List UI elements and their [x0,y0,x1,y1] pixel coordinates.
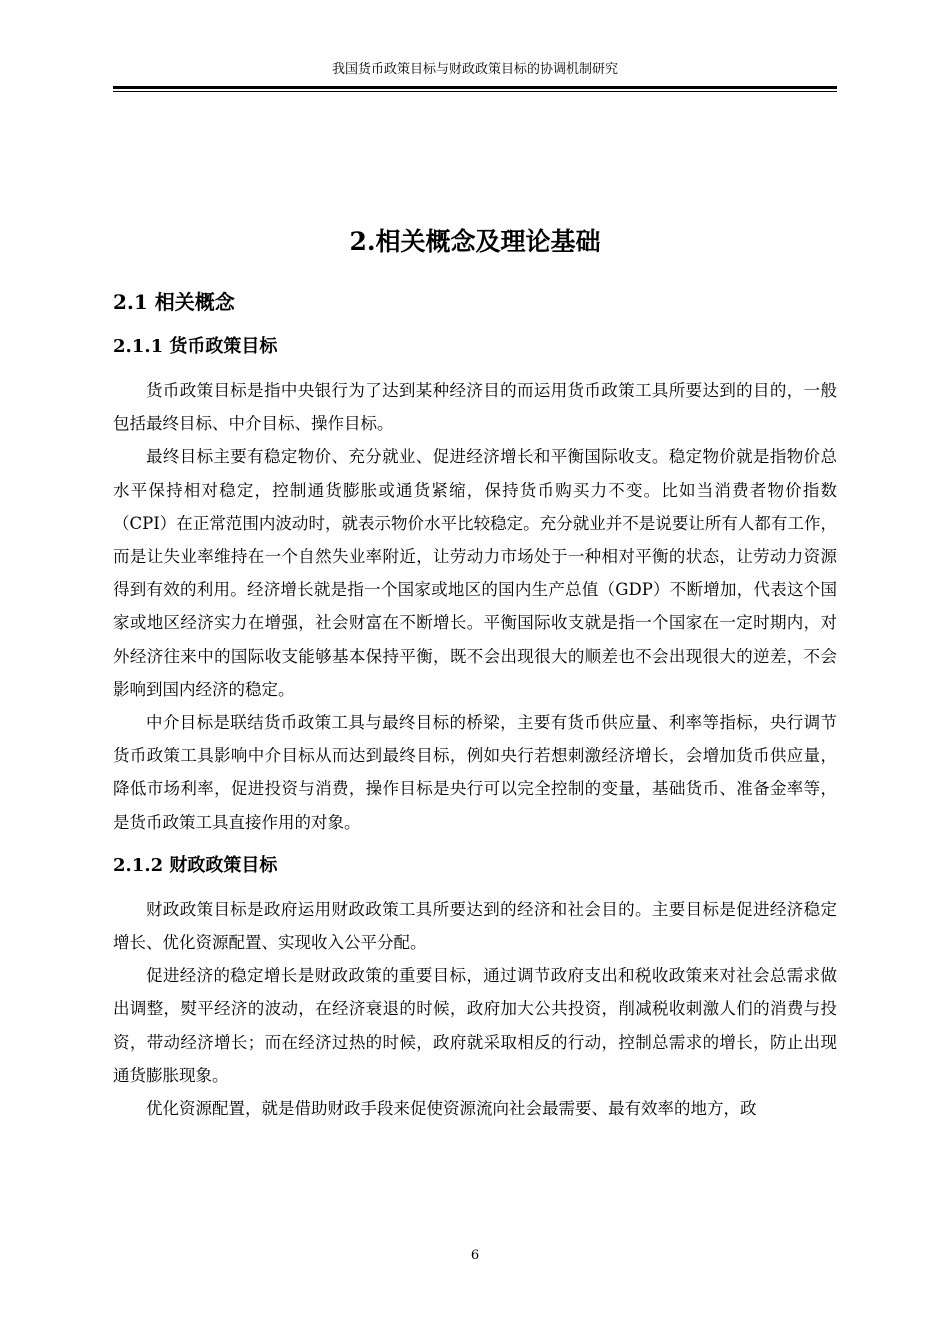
running-header: 我国货币政策目标与财政政策目标的协调机制研究 [331,62,618,77]
subsection-title-fiscal: 2.1.2 财政政策目标 [113,854,278,876]
paragraph: 促进经济的稳定增长是财政政策的重要目标，通过调节政府支出和税收政策来对社会总需求做出调整，熨平经济的波动，在经济衰退的时候，政府加大公共投资，削减税收刺激人们的消费与投资，带动经济增长；而在经济过热的时候，政府就采取相反的行动，控制总需求的增长，防止出现通货膨胀现象。 [113,966,837,1085]
paragraph: 中介目标是联结货币政策工具与最终目标的桥梁，主要有货币供应量、利率等指标，央行调节货币政策工具影响中介目标从而达到最终目标，例如央行若想刺激经济增长，会增加货币供应量，降低市场利率，促进投资与消费，操作目标是央行可以完全控制的变量，基础货币、准备金率等，是货币政策工具直接作用的对象。 [113,713,837,832]
section-title: 2.1 相关概念 [113,290,235,314]
paragraph: 货币政策目标是指中央银行为了达到某种经济目的而运用货币政策工具所要达到的目的，一般包括最终目标、中介目标、操作目标。 [113,381,837,434]
paragraph: 财政政策目标是政府运用财政政策工具所要达到的经济和社会目的。主要目标是促进经济稳定增长、优化资源配置、实现收入公平分配。 [113,899,837,953]
header-rule-thin [113,91,837,92]
header-rule [113,86,837,89]
page-number: 6 [470,1248,480,1263]
chapter-title: 2.相关概念及理论基础 [349,227,601,256]
page-body [113,224,837,1125]
paragraph: 最终目标主要有稳定物价、充分就业、促进经济增长和平衡国际收支。稳定物价就是指物价总水平保持相对稳定，控制通货膨胀或通货紧缩，保持货币购买力不变。比如当消费者物价指数（CPI）在正常范围内波动时，就表示物价水平比较稳定。充分就业并不是说要让所有人都有工作，而是让失业率维持在一个自然失业率附近，让劳动力市场处于一种相对平衡的状态，让劳动力资源得到有效的利用。经济增长就是指一个国家或地区的国内生产总值（GDP）不断增加，代表这个国家或地区经济实力在增强，社会财富在不断增长。平衡国际收支就是指一个国家在一定时期内，对外经济往来中的国际收支能够基本保持平衡，既不会出现很大的顺差也不会出现很大的逆差，不会影响到国内经济的稳定。 [113,447,837,699]
paragraph: 优化资源配置，就是借助财政手段来促使资源流向社会最需要、最有效率的地方，政 [146,1099,757,1119]
subsection-title-monetary: 2.1.1 货币政策目标 [113,336,278,357]
